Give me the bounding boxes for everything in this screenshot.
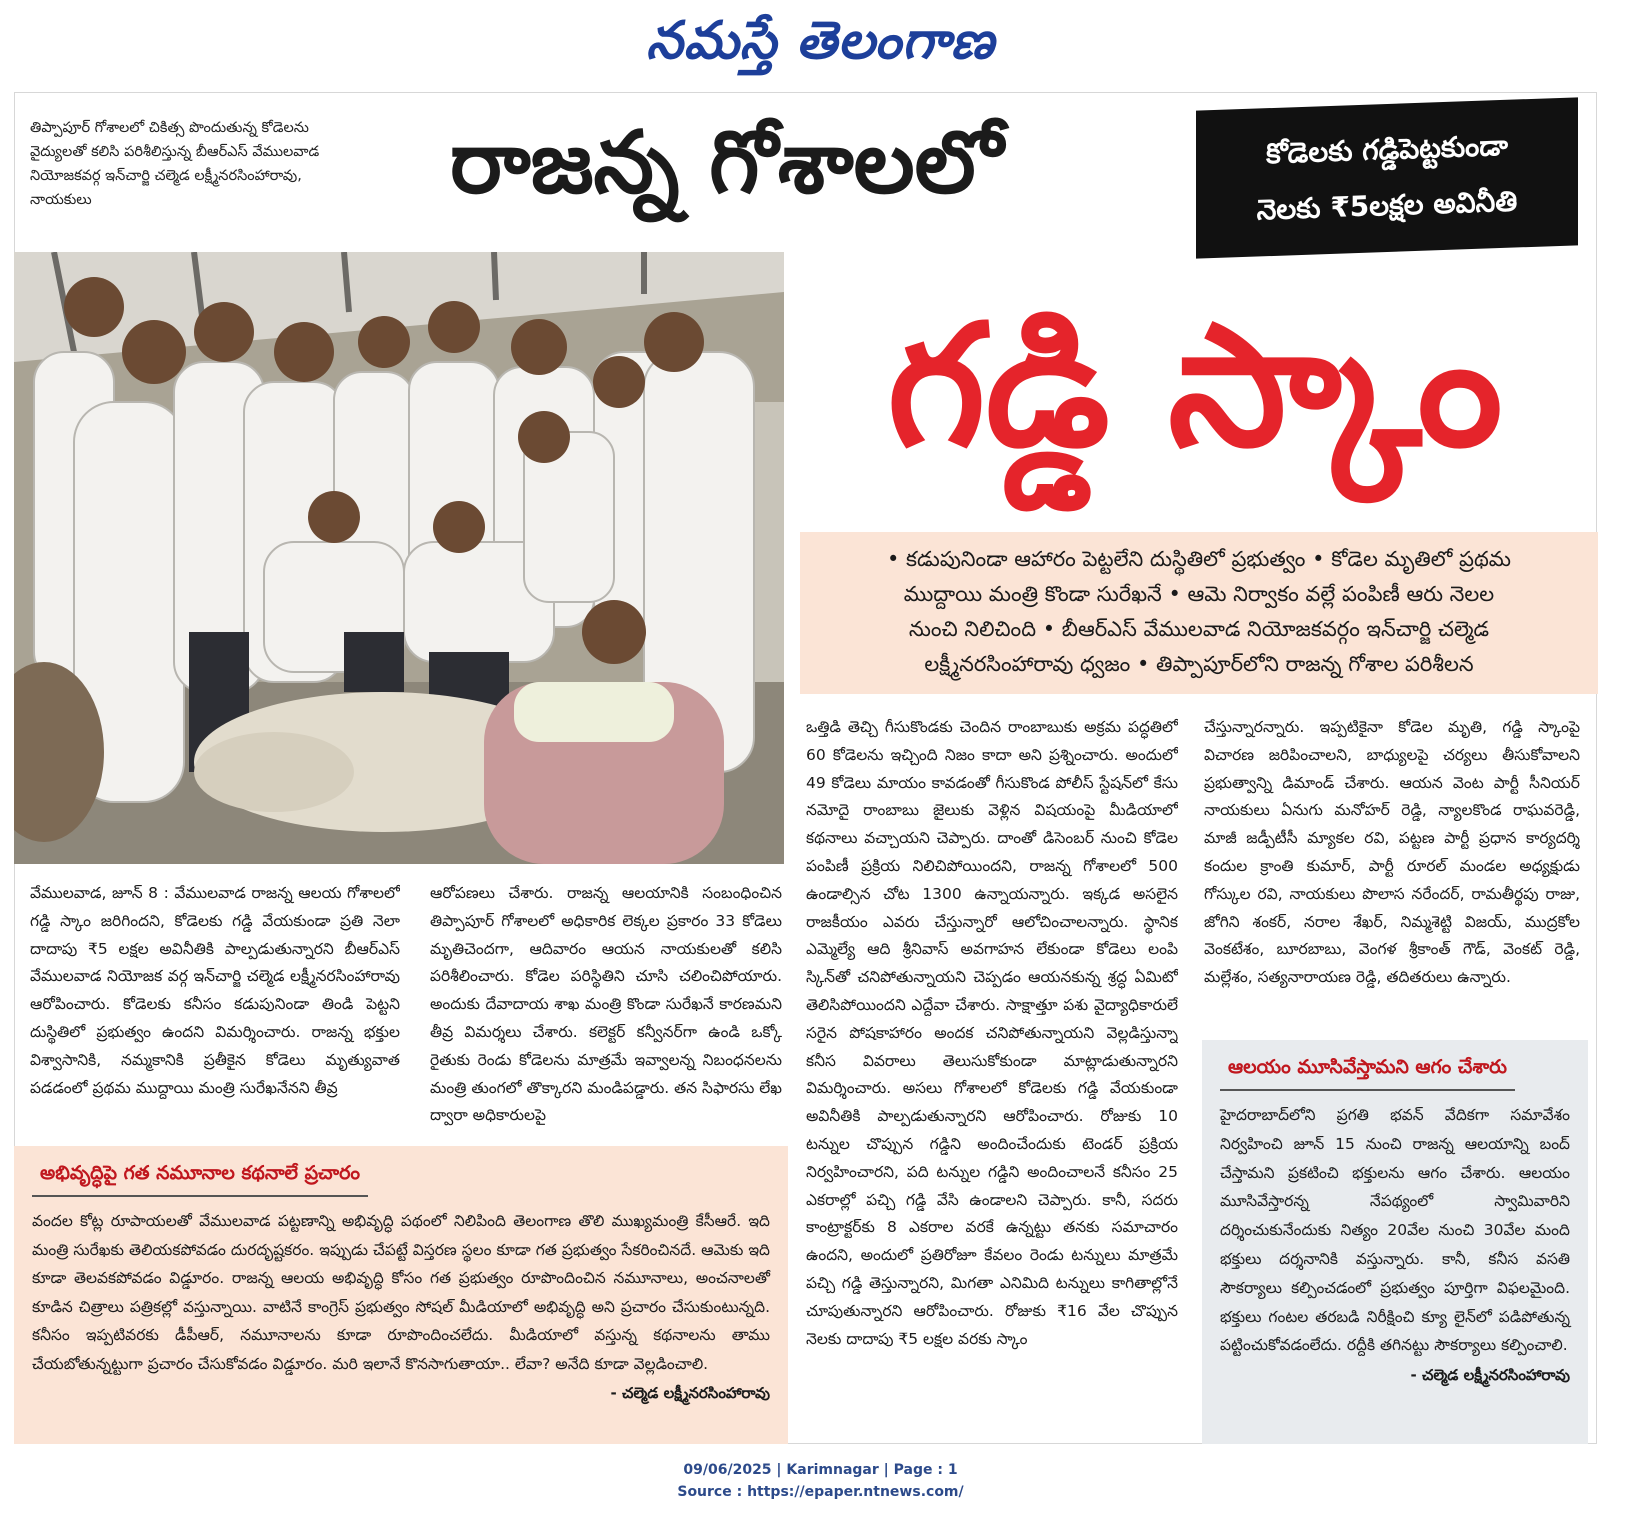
news-photo-illustration xyxy=(14,252,784,864)
sidebar-box-text: హైదరాబాద్‌లోని ప్రగతి భవన్ వేదికగా సమావేశం నిర్వహించి జూన్ 15 నుంచి రాజన్న ఆలయాన్ని బంద్ చేస్తామని ప్రకటించి భక్తులను ఆగం చేశారు. ఆలయం మూసివేస్తారన్న నేపథ్యంలో స్వామివారిని దర్శించుకునేందుకు నిత్యం 20వేల నుంచి 30వేల మంది భక్తులు దర్శనానికి వస్తున్నారు. కానీ, కనీస వసతి సౌకర్యాలు కల్పించడంలో ప్రభుత్వం పూర్తిగా విఫలమైంది. భక్తులు గంటల తరబడి నిరీక్షించి క్యూ లైన్‌లో పడిపోతున్న పట్టించుకోవడంలేదు. రద్దీకి తగినట్టు సౌకర్యాలు కల్పించాలి. xyxy=(1220,1106,1570,1355)
highlight-line: నుంచి నిలిచింది • బీఆర్ఎస్ వేములవాడ నియోజకవర్గం ఇన్‌చార్జి చల్మెడ xyxy=(908,617,1490,641)
article-column-1: వేములవాడ, జూన్ 8 : వేములవాడ రాజన్న ఆలయ గోశాలలో గడ్డి స్కాం జరిగిందని, కోడెలకు గడ్డి వేయకుండా ప్రతి నెలా దాదాపు ₹5 లక్షల అవినీతికి పాల్పడుతున్నారని బీఆర్ఎస్ వేములవాడ నియోజక వర్గ ఇన్‌చార్జి చల్మెడ లక్ష్మీనరసింహారావు ఆరోపించారు. కోడెలకు కనీసం కడుపునిండా తిండి పెట్టని దుస్థితిలో ప్రభుత్వం ఉందని విమర్శించారు. రాజన్న భక్తుల విశ్వాసానికి, నమ్మకానికి ప్రతీకైన కోడెలు మృత్యువాత పడడంలో ప్రథమ ముద్దాయి మంత్రి సురేఖనేనని తీవ్ర xyxy=(30,884,400,1097)
news-photo xyxy=(14,252,784,864)
masthead-logo: నమస్తే తెలంగాణ xyxy=(646,10,995,71)
sub-headline-box xyxy=(1196,97,1578,258)
article-column-2: ఆరోపణలు చేశారు. రాజన్న ఆలయానికి సంబంధించిన తిప్పాపూర్ గోశాలలో అధికారిక లెక్కల ప్రకారం 33 కోడెలు మృతిచెందగా, ఆదివారం ఆయన నాయకులతో కలిసి పరిశీలించారు. కోడెల పరిస్థితిని చూసి చలించిపోయారు. అందుకు దేవాదాయ శాఖ మంత్రి కొండా సురేఖనే కారణమని తీవ్ర విమర్శలు చేశారు. కలెక్టర్ కన్వీనర్‌గా ఉండి ఒక్కో రైతుకు రెండు కోడెలను మాత్రమే ఇవ్వాలన్న నిబంధనలను మంత్రి తుంగలో తొక్కారని మండిపడ్డారు. తన సిఫారసు లేఖ ద్వారా అధికారులపై xyxy=(430,884,782,1125)
main-headline: రాజన్న గోశాలలో xyxy=(450,113,1004,213)
highlights-box xyxy=(800,532,1598,694)
byline: - చల్మెడ లక్ష్మీనరసింహారావు xyxy=(1410,1366,1570,1385)
article-column-3: ఒత్తిడి తెచ్చి గీసుకొండకు చెందిన రాంబాబుకు అక్రమ పద్ధతిలో 60 కోడెలను ఇచ్చింది నిజం కాదా అని ప్రశ్నించారు. అందులో 49 కోడెలు మాయం కావడంతో గీసుకొండ పోలీస్ స్టేషన్‌లో కేసు నమోదై రాంబాబు జైలుకు వెళ్లిన విషయంపై మీడియాలో కథనాలు వచ్చాయని చెప్పారు. దాంతో డిసెంబర్ నుంచి కోడెల పంపిణీ ప్రక్రియ నిలిచిపోయిందని, రాజన్న గోశాలలో 500 ఉండాల్సిన చోట 1300 ఉన్నాయన్నారు. ఇక్కడ అసలైన రాజకీయం ఎవరు చేస్తున్నారో ఆలోచించాలన్నారు. స్థానిక ఎమ్మెల్యే ఆది శ్రీనివాస్ అవగాహన లేకుండా కోడెలు లంపి స్కిన్‌తో చనిపోతున్నాయని చెప్పడం ఆయనకున్న శ్రద్ధ ఏమిటో తెలిసిపోయిందని ఎద్దేవా చేశారు. సాక్షాత్తూ పశు వైద్యాధికారులే సరైన పోషకాహారం అందక చనిపోతున్నాయని వెల్లడిస్తున్నా కనీస వివరాలు తెలుసుకోకుండా మాట్లాడుతున్నారని విమర్శించారు. అసలు గోశాలలో కోడెలకు గడ్డి వేయకుండా అవినీతికి పాల్పడుతున్నారని ఆరోపించారు. రోజుకు 10 టన్నుల చొప్పున గడ్డిని అందించేందుకు టెండర్ ప్రక్రియ నిర్వహించారని, పది టన్నుల గడ్డిని అందించాలనే కనీసం 25 ఎకరాల్లో పచ్చి గడ్డి వేసి ఉండాలని చెప్పారు. కానీ, సదరు కాంట్రాక్టర్‌కు 8 ఎకరాల వరకే ఉన్నట్టు తనకు సమాచారం ఉందని, అందులో ప్రతిరోజూ కేవలం రెండు టన్నులు మాత్రమే పచ్చి గడ్డి తెస్తున్నారని, మిగతా ఎనిమిది టన్నులు కాగితాల్లోనే చూపుతున్నారని ఆరోపించారు. రోజుకు ₹16 వేల చొప్పున నెలకు దాదాపు ₹5 లక్షల వరకు స్కాం xyxy=(806,718,1178,1348)
scam-headline: గడ్డి స్కాం xyxy=(887,288,1503,484)
article-column-4: చేస్తున్నారన్నారు. ఇప్పటికైనా కోడెల మృతి, గడ్డి స్కాంపై విచారణ జరిపించాలని, బాధ్యులపై చర్యలు తీసుకోవాలని ప్రభుత్వాన్ని డిమాండ్ చేశారు. ఆయన వెంట పార్టీ సీనియర్ నాయకులు ఏనుగు మనోహర్ రెడ్డి, న్యాలకొండ రాఘవరెడ్డి, మాజీ జడ్పీటీసీ మ్యాకల రవి, పట్టణ పార్టీ ప్రధాన కార్యదర్శి కందుల క్రాంతి కుమార్, పార్టీ రూరల్ మండల అధ్యక్షుడు గోస్కుల రవి, నాయకులు పొలాస నరేందర్, రామతీర్థపు రాజు, జోగిని శంకర్, నరాల శేఖర్, నిమ్మశెట్టి విజయ్, ముద్రకోల వెంకటేశం, బూరబాబు, వెంగళ శ్రీకాంత్ గౌడ్, వెంకట్ రెడ్డి, మల్లేశం, సత్యనారాయణ రెడ్డి, తదితరులు ఉన్నారు. xyxy=(1204,718,1580,987)
sidebar-box-text: వందల కోట్ల రూపాయలతో వేములవాడ పట్టణాన్ని అభివృద్ధి పథంలో నిలిపింది తెలంగాణ తొలి ముఖ్యమంత్రి కేసీఆరే. ఇది మంత్రి సురేఖకు తెలియకపోవడం దురదృష్టకరం. ఇప్పుడు చేపట్టే విస్తరణ స్థలం కూడా గత ప్రభుత్వం సేకరించినదే. ఆమెకు ఇది కూడా తెలవకపోవడం విడ్డూరం. రాజన్న ఆలయ అభివృద్ధి కోసం గత ప్రభుత్వం రూపొందించిన నమూనాలు, అంచనాలతో కూడిన చిత్రాలు పత్రికల్లో వస్తున్నాయి. వాటినే కాంగ్రెస్ ప్రభుత్వం సోషల్ మీడియాలో అభివృద్ధి అని ప్రచారం చేసుకుంటున్నది. కనీసం ఇప్పటివరకు డీపీఆర్, నమూనాలను కూడా రూపొందించలేదు. మీడియాలో వస్తున్న కథనాలను తాము చేయబోతున్నట్టుగా ప్రచారం చేసుకోవడం విడ్డూరం. మరి ఇలానే కొనసాగుతాయా.. లేవా? అనేది కూడా వెల్లడించాలి. xyxy=(32,1212,770,1373)
sidebar-box-title: ఆలయం మూసివేస్తామని ఆగం చేశారు xyxy=(1220,1054,1515,1091)
sidebar-box-title: అభివృద్ధిపై గత నమూనాల కథనాలే ప్రచారం xyxy=(32,1160,368,1197)
highlight-line: ముద్దాయి మంత్రి కొండా సురేఖనే • ఆమె నిర్వాకం వల్లే పంపిణీ ఆరు నెలల xyxy=(903,582,1495,606)
highlight-line: లక్ష్మీనరసింహారావు ధ్వజం • తిప్పాపూర్‌లోని రాజన్న గోశాల పరిశీలన xyxy=(924,652,1474,676)
sidebar-box-temple xyxy=(1202,1040,1588,1444)
photo-caption: తిప్పాపూర్ గోశాలలో చికిత్స పొందుతున్న కోడెలను వైద్యులతో కలిసి పరిశీలిస్తున్న బీఆర్ఎస్ వేములవాడ నియోజకవర్గ ఇన్‌చార్జి చల్మెడ లక్ష్మీనరసింహారావు, నాయకులు xyxy=(30,120,320,208)
highlight-line: • కడుపునిండా ఆహారం పెట్టలేని దుస్థితిలో ప్రభుత్వం • కోడెల మృతిలో ప్రథమ xyxy=(886,547,1511,571)
byline: - చల్మెడ లక్ష్మీనరసింహారావు xyxy=(610,1384,770,1402)
sidebar-box-development xyxy=(14,1146,788,1444)
sub-headline-line-1: కోడెలకు గడ్డిపెట్టకుండా xyxy=(1266,128,1508,171)
footer-source-link[interactable]: Source : https://epaper.ntnews.com/ xyxy=(677,1484,964,1500)
footer-date-line: 09/06/2025 | Karimnagar | Page : 1 xyxy=(683,1462,958,1478)
sub-headline-line-2: నెలకు ₹5లక్షల అవినీతి xyxy=(1256,184,1518,227)
